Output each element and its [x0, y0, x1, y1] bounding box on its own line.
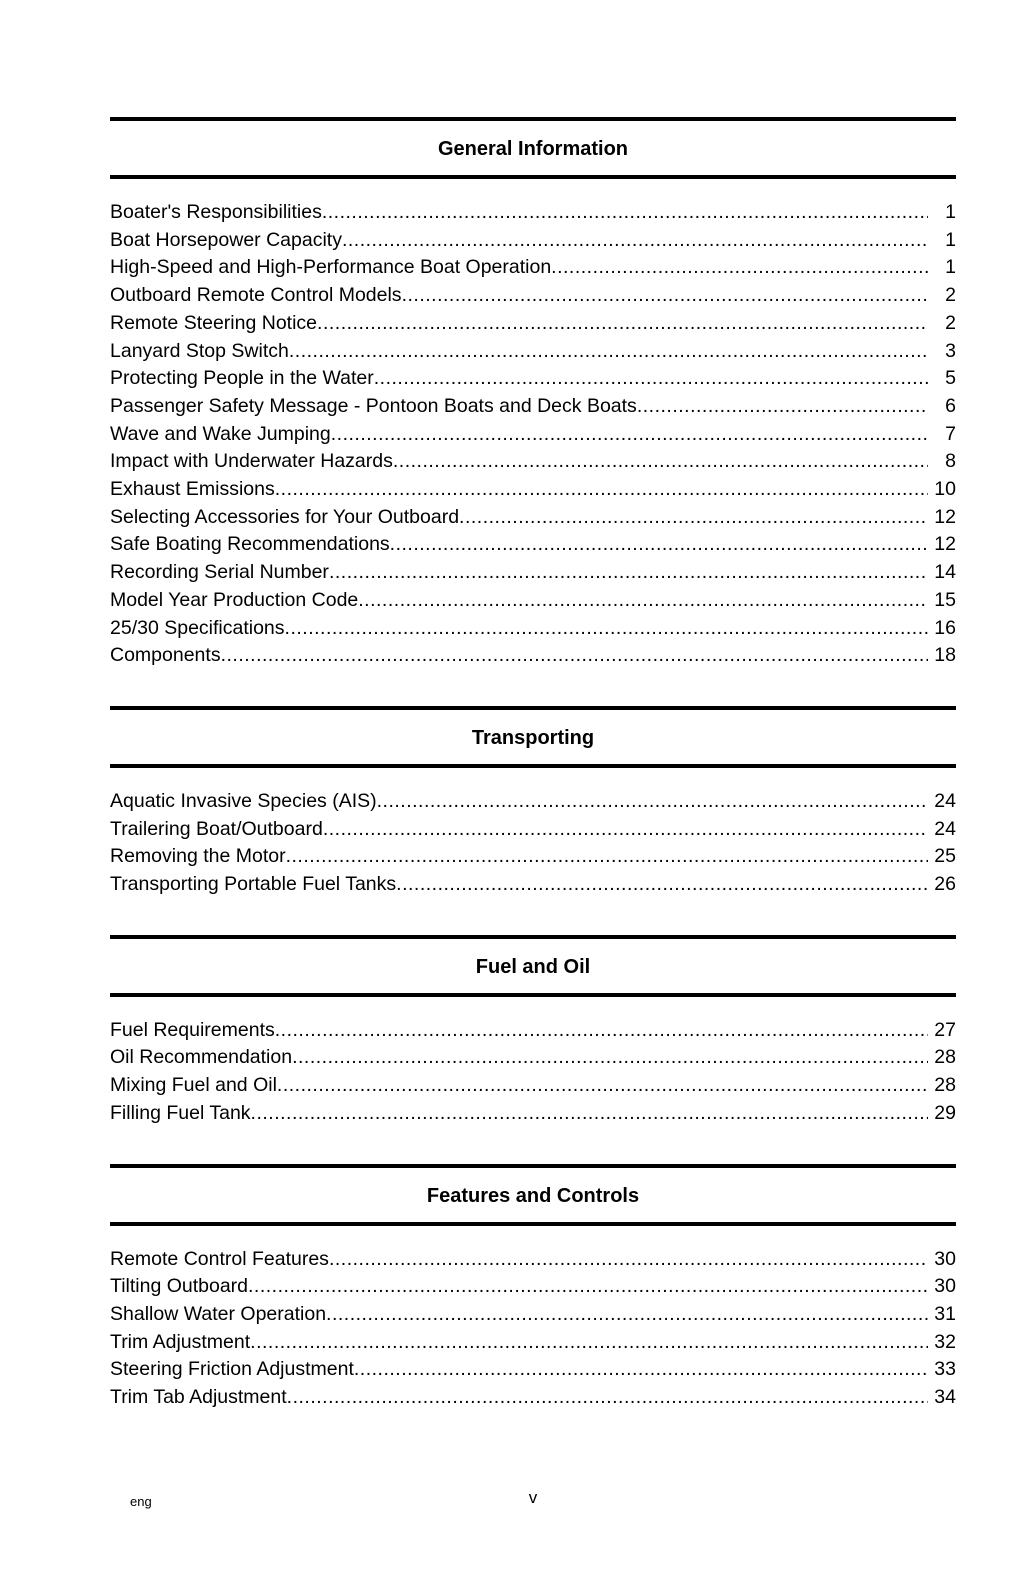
toc-entry-label: Fuel Requirements	[110, 1018, 275, 1041]
toc-entry	[110, 788, 956, 816]
toc-entry-page: 1	[945, 256, 956, 279]
toc-entry	[110, 254, 956, 282]
page-number: v	[528, 1488, 538, 1507]
page-footer	[110, 1486, 956, 1516]
section-title: Fuel and Oil	[475, 955, 591, 978]
toc-entry-label: Recording Serial Number	[110, 561, 329, 584]
dot-leader	[292, 1044, 928, 1072]
toc-entry	[110, 1384, 956, 1412]
toc-entry-page: 28	[934, 1074, 956, 1097]
section-entries	[110, 768, 956, 935]
toc-entry-page: 3	[945, 339, 956, 362]
toc-entry-page: 32	[934, 1330, 956, 1353]
toc-entry-label: Filling Fuel Tank	[110, 1101, 251, 1124]
dot-leader	[390, 531, 928, 559]
toc-entry-page: 30	[934, 1247, 956, 1270]
dot-leader	[342, 227, 928, 255]
dot-leader	[317, 310, 928, 338]
toc-entry-page: 16	[934, 616, 956, 639]
section-title: Features and Controls	[426, 1184, 640, 1207]
section-entries	[110, 997, 956, 1164]
toc-entry-page: 31	[934, 1302, 956, 1325]
toc-entry	[110, 1246, 956, 1274]
toc-entry	[110, 843, 956, 871]
dot-leader	[221, 642, 928, 670]
dot-leader	[251, 1100, 928, 1128]
dot-leader	[637, 393, 928, 421]
toc-entry	[110, 615, 956, 643]
toc-entry	[110, 587, 956, 615]
toc-entry	[110, 1301, 956, 1329]
language-code: eng	[130, 1494, 152, 1509]
dot-leader	[402, 282, 928, 310]
toc-entry	[110, 476, 956, 504]
dot-leader	[459, 504, 928, 532]
toc-entry-page: 10	[934, 478, 956, 501]
toc-entry-label: Tilting Outboard	[110, 1275, 249, 1298]
dot-leader	[329, 559, 928, 587]
toc-entry-page: 33	[934, 1358, 956, 1381]
dot-leader	[393, 448, 928, 476]
dot-leader	[331, 421, 928, 449]
toc-entry	[110, 282, 956, 310]
toc-entry	[110, 227, 956, 255]
section-rule-top	[110, 706, 956, 710]
section-title: Transporting	[471, 726, 595, 749]
dot-leader	[358, 587, 928, 615]
toc-entry-label: Trim Adjustment	[110, 1330, 251, 1353]
toc-entry-page: 29	[934, 1101, 956, 1124]
toc-entry	[110, 310, 956, 338]
toc-entry	[110, 559, 956, 587]
dot-leader	[286, 843, 928, 871]
toc-entry-label: Steering Friction Adjustment	[110, 1358, 354, 1381]
toc-entry-label: Removing the Motor	[110, 845, 286, 868]
toc-entry-page: 1	[945, 201, 956, 223]
toc-entry-label: High-Speed and High-Performance Boat Operation	[110, 256, 552, 279]
toc-entry	[110, 531, 956, 559]
toc-entry-label: Trailering Boat/Outboard	[110, 817, 323, 840]
dot-leader	[329, 1246, 928, 1274]
dot-leader	[323, 816, 928, 844]
toc-entry-page: 12	[934, 533, 956, 556]
dot-leader	[322, 199, 928, 227]
toc-entry-label: Impact with Underwater Hazards	[110, 450, 393, 473]
toc-entry-label: Oil Recommendation	[110, 1046, 293, 1069]
toc-entry	[110, 816, 956, 844]
toc-entry-label: Exhaust Emissions	[110, 478, 275, 501]
toc-entry-page: 8	[945, 450, 956, 473]
toc-entry-label: Wave and Wake Jumping	[110, 422, 331, 445]
dot-leader	[396, 871, 928, 899]
toc-entry	[110, 365, 956, 393]
toc-entry-label: 25/30 Specifications	[110, 616, 285, 639]
toc-section	[110, 706, 956, 935]
toc-entry-page: 15	[934, 588, 956, 611]
toc-entry-page: 7	[945, 422, 956, 445]
toc-entry-label: Lanyard Stop Switch	[110, 339, 289, 362]
toc-entry-page: 30	[934, 1275, 956, 1298]
dot-leader	[287, 1384, 928, 1412]
section-rule-top	[110, 117, 956, 121]
dot-leader	[289, 338, 928, 366]
dot-leader	[374, 365, 928, 393]
section-entries	[110, 1226, 956, 1448]
toc-entry	[110, 1044, 956, 1072]
toc-entry	[110, 421, 956, 449]
dot-leader	[248, 1273, 928, 1301]
toc-entry-label: Safe Boating Recommendations	[110, 533, 390, 556]
toc-entry-page: 6	[945, 394, 956, 417]
toc-entry-label: Components	[110, 644, 221, 667]
section-title: General Information	[437, 138, 629, 160]
toc-entry-page: 34	[934, 1386, 956, 1409]
toc-entry	[110, 393, 956, 421]
toc-entry-label: Boat Horsepower Capacity	[110, 228, 342, 251]
toc-entry-label: Shallow Water Operation	[110, 1302, 327, 1325]
toc-entry-label: Protecting People in the Water	[110, 367, 374, 390]
toc-entry-page: 28	[934, 1046, 956, 1069]
toc-entry	[110, 338, 956, 366]
dot-leader	[326, 1301, 928, 1329]
toc-entry-page: 2	[945, 284, 956, 307]
toc-entry	[110, 199, 956, 227]
toc-entry-page: 27	[934, 1018, 956, 1041]
dot-leader	[354, 1356, 928, 1384]
toc-entry-page: 2	[945, 311, 956, 334]
toc-entry-label: Model Year Production Code	[110, 588, 359, 611]
toc-entry	[110, 1072, 956, 1100]
toc-entry-label: Remote Steering Notice	[110, 311, 318, 334]
section-entries	[110, 179, 956, 706]
toc-entry	[110, 1329, 956, 1357]
toc-entry-label: Outboard Remote Control Models	[110, 284, 402, 307]
toc-entry-label: Trim Tab Adjustment	[110, 1386, 287, 1409]
toc-entry	[110, 448, 956, 476]
section-rule-top	[110, 1164, 956, 1168]
toc-entry	[110, 1356, 956, 1384]
toc-entry-label: Remote Control Features	[110, 1247, 329, 1270]
toc-entry-page: 25	[934, 845, 956, 868]
toc-entry	[110, 1017, 956, 1045]
dot-leader	[277, 1072, 928, 1100]
toc-section	[110, 1164, 956, 1448]
toc-section	[110, 117, 956, 706]
toc-entry-page: 24	[934, 817, 956, 840]
dot-leader	[285, 615, 928, 643]
toc-entry	[110, 642, 956, 670]
toc-entry-label: Aquatic Invasive Species (AIS)	[110, 789, 377, 812]
toc-entry	[110, 1100, 956, 1128]
toc-entry-label: Transporting Portable Fuel Tanks	[110, 873, 397, 896]
toc-entry-label: Mixing Fuel and Oil	[110, 1074, 277, 1097]
toc-entry-label: Selecting Accessories for Your Outboard	[110, 505, 460, 528]
toc-entry-label: Passenger Safety Message - Pontoon Boats and Deck Boats	[110, 394, 637, 417]
toc-entry-page: 12	[934, 505, 956, 528]
dot-leader	[551, 254, 928, 282]
dot-leader	[250, 1329, 928, 1357]
toc-entry-page: 14	[934, 561, 956, 584]
section-rule-top	[110, 935, 956, 939]
dot-leader	[377, 788, 928, 816]
toc-entry-page: 5	[945, 367, 956, 390]
dot-leader	[275, 1017, 928, 1045]
toc-entry	[110, 871, 956, 899]
toc-entry-label: Boater's Responsibilities	[110, 201, 322, 223]
toc-entry-page: 18	[934, 644, 956, 667]
toc-entry	[110, 1273, 956, 1301]
toc-sections	[110, 117, 956, 1448]
toc-entry-page: 26	[934, 873, 956, 896]
dot-leader	[275, 476, 928, 504]
toc-section	[110, 935, 956, 1164]
toc-entry	[110, 504, 956, 532]
toc-entry-page: 24	[934, 789, 956, 812]
toc-entry-page: 1	[945, 228, 956, 251]
